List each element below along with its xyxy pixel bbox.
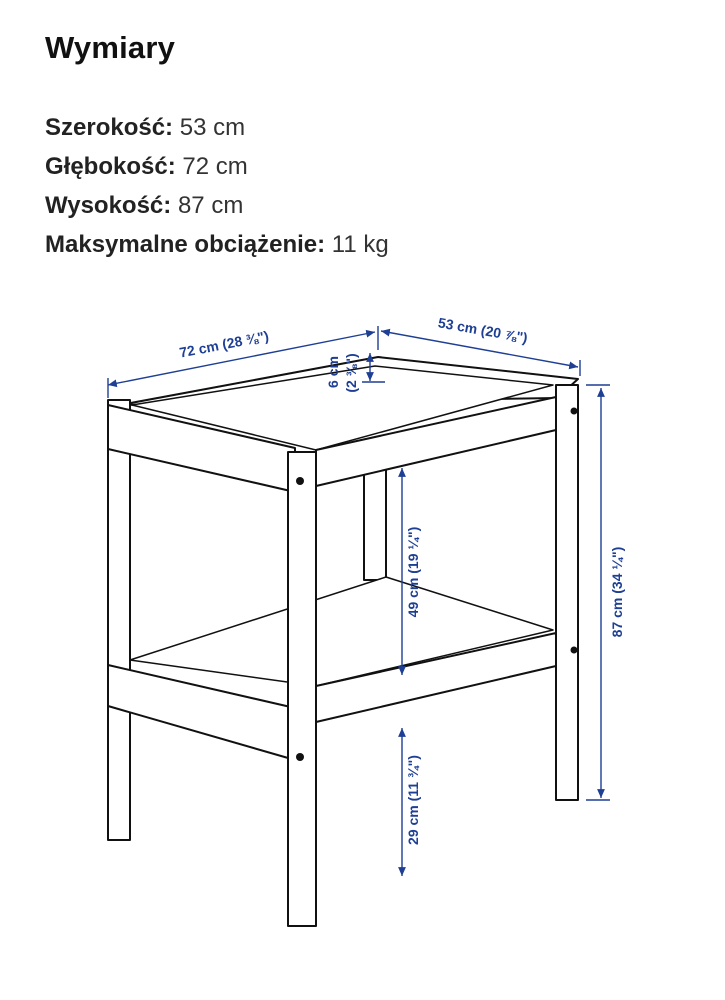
spec-height-value: 87 cm	[177, 192, 244, 219]
depth-dimension-label: 72 cm (28 ⅜")	[178, 327, 271, 361]
back-left-leg	[556, 385, 578, 800]
floor-gap-dimension-label: 29 cm (11 ¾")	[405, 755, 421, 845]
spec-depth-value: 72 cm	[182, 153, 248, 180]
bolt-icon	[571, 647, 578, 654]
rim-dimension-label-in: (2 ⅜")	[343, 353, 359, 393]
bolt-icon	[296, 477, 304, 485]
height-dimension-label: 87 cm (34 ¼")	[609, 546, 625, 638]
rim-dimension-label-cm: 6 cm	[325, 356, 341, 388]
spec-max-load-label: Maksymalne obciążenie:	[45, 231, 326, 258]
spec-depth-label: Głębokość:	[45, 153, 176, 180]
page-title: Wymiary	[45, 30, 176, 65]
spec-height-label: Wysokość:	[45, 192, 172, 219]
changing-table-drawing	[108, 357, 578, 926]
spec-max-load-value: 11 kg	[331, 231, 389, 258]
width-dimension-label: 53 cm (20 ⅞")	[436, 314, 529, 346]
shelf-gap-dimension-label: 49 cm (19 ¼")	[405, 526, 421, 618]
spec-width-label: Szerokość:	[45, 114, 174, 141]
bolt-icon	[571, 408, 578, 415]
front-left-leg	[108, 400, 130, 840]
front-right-leg	[288, 452, 316, 926]
back-right-leg	[364, 470, 386, 580]
bolt-icon	[296, 753, 304, 761]
spec-width-value: 53 cm	[179, 114, 246, 141]
